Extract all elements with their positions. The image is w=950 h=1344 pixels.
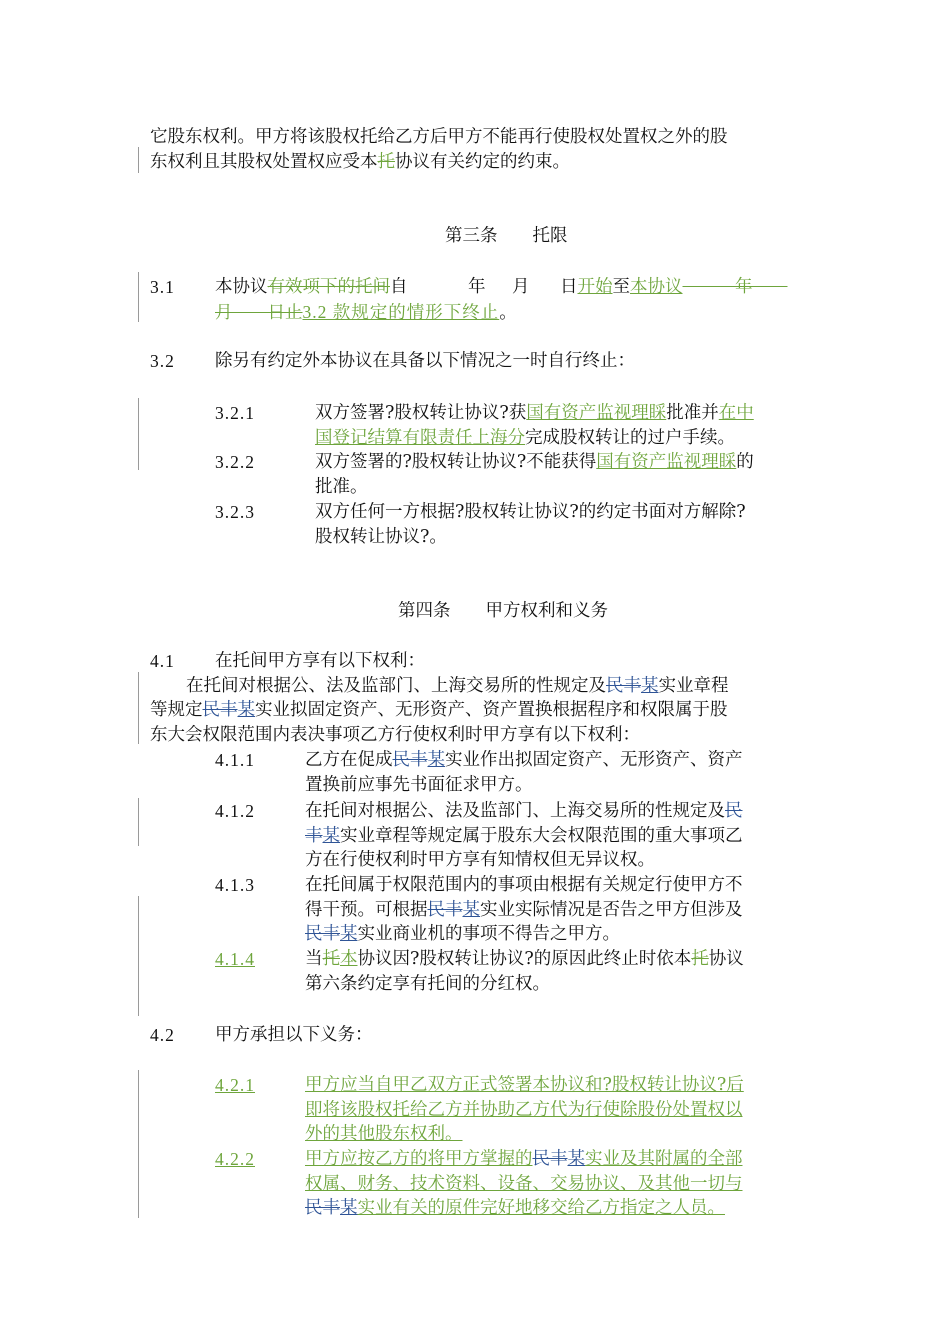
deleted-text: 托: [691, 949, 709, 969]
text: 至: [612, 277, 630, 297]
clause-number: 3.2.1: [215, 403, 255, 423]
revision-bar: [138, 272, 139, 322]
paragraph-line: [150, 697, 728, 723]
clause-line: [315, 400, 754, 426]
deleted-text: 民丰: [305, 924, 340, 944]
month-label: 月: [512, 277, 530, 297]
clause-line: 股权转让协议?。: [315, 527, 447, 547]
inserted-text: 某: [567, 1149, 585, 1169]
inserted-line: [305, 1146, 743, 1172]
clause-title: 甲方承担以下义务：: [215, 1025, 373, 1045]
text: 实业拟固定资产、无形资产、资产置换根据程序和权限属于股: [255, 700, 728, 720]
clause-number: 4.2.1: [215, 1075, 255, 1095]
deleted-text: 民丰: [392, 750, 428, 770]
clause-number: 4.2.2: [215, 1149, 255, 1169]
clause-title: 在托间甲方享有以下权利：: [215, 651, 425, 671]
revision-bar: [138, 896, 139, 1016]
clause-line: 置换前应事先书面征求甲方。: [305, 775, 533, 795]
inserted-text: 实业有关的原件完好地移交给乙方指定之人员。: [357, 1198, 725, 1218]
clause-number: 4.1.1: [215, 750, 255, 770]
deleted-text: 有效项下的托间: [267, 277, 390, 297]
article-title: 第三条 托限: [445, 226, 568, 246]
inserted-text: 国有资产监视理睬: [596, 452, 737, 472]
inserted-text: 某: [322, 826, 340, 846]
inserted-text: 本: [340, 949, 358, 969]
clause-number: 3.2.3: [215, 502, 255, 522]
clause-number: 4.1.2: [215, 801, 255, 821]
paragraph-line: [150, 149, 570, 175]
clause-line: [305, 747, 743, 773]
paragraph-line: 它股东权利。甲方将该股权托给乙方后甲方不能再行使股权处置权之外的股: [150, 127, 728, 147]
text: 得干预。可根据: [305, 900, 428, 920]
text: 协议有关约定的约束。: [395, 152, 570, 172]
deleted-text: 民: [725, 801, 743, 821]
inserted-line: 甲方应当自甲乙双方正式签署本协议和?股权转让协议?后: [305, 1075, 744, 1095]
clause-line: [315, 449, 754, 475]
deleted-text: 托: [377, 152, 395, 172]
revision-bar: [138, 398, 139, 470]
deleted-text: 年: [682, 277, 788, 297]
revision-bar: [138, 1070, 139, 1218]
inserted-text: 某: [427, 750, 445, 770]
text: 完成股权转让的过户手续。: [525, 428, 735, 448]
clause-number: 3.2: [150, 351, 175, 371]
inserted-text: 国登记结算有限责任上海分: [315, 428, 525, 448]
text: 当: [305, 949, 323, 969]
inserted-text: 某: [462, 900, 480, 920]
inserted-text: 甲方应按乙方的将甲方掌握的: [305, 1149, 533, 1169]
deleted-text: 民丰: [532, 1149, 568, 1169]
text: 在托间对根据公、法及监部门、上海交易所的性规定及: [305, 801, 725, 821]
text: 东权利且其股权处置权应受本: [150, 152, 378, 172]
revision-bar: [138, 672, 139, 744]
paragraph-line: 东大会权限范围内表决事项乙方行使权利时甲方享有以下权利：: [150, 725, 640, 745]
clause-line: [305, 823, 743, 849]
clause-line: [560, 274, 788, 300]
clause-line: 双方任何一方根据?股权转让协议?的约定书面对方解除?: [315, 502, 746, 522]
inserted-line: 权属、财务、技术资料、设备、交易协议、及其他一切与: [305, 1174, 743, 1194]
inserted-text: 实业及其附属的全部: [585, 1149, 743, 1169]
inserted-text: 在中: [718, 403, 754, 423]
deleted-text: 月 日止: [215, 303, 303, 323]
clause-line: 批准。: [315, 477, 368, 497]
clause-line: [215, 299, 517, 326]
inserted-line: 外的其他股东权利。: [305, 1124, 463, 1144]
clause-line: 第六条约定享有托间的分红权。: [305, 974, 550, 994]
clause-line: [305, 921, 620, 947]
text: 本协议: [215, 277, 268, 297]
text: 乙方在促成: [305, 750, 393, 770]
paragraph-line: [186, 673, 729, 699]
inserted-text: 某: [340, 924, 358, 944]
clause-line: 方在行使权利时甲方享有知情权但无异议权。: [305, 850, 655, 870]
text: 在托间对根据公、法及监部门、上海交易所的性规定及: [186, 676, 606, 696]
deleted-text: 民丰: [305, 1198, 340, 1218]
clause-line: [305, 897, 743, 923]
text: 的: [736, 452, 754, 472]
clause-line: [305, 946, 744, 972]
clause-line: 在托间属于权限范围内的事项由根据有关规定行使甲方不: [305, 875, 743, 895]
text: 。: [499, 303, 517, 323]
clause-number: 3.2.2: [215, 452, 255, 472]
revision-bar: [138, 147, 139, 173]
inserted-text: 某: [340, 1198, 358, 1218]
article-title: 第四条 甲方权利和义务: [398, 601, 608, 621]
inserted-text: 本协议: [630, 277, 683, 297]
inserted-text: 3.2 款规定的情形下终止: [302, 302, 500, 322]
inserted-text: 某: [237, 700, 255, 720]
text: 自: [390, 277, 408, 297]
deleted-text: 托: [322, 949, 340, 969]
text: 实业实际情况是否告之甲方但涉及: [480, 900, 743, 920]
inserted-text: 开始: [577, 277, 613, 297]
deleted-text: 民丰: [427, 900, 463, 920]
text: 协议因?股权转让协议?的原因此终止时依本: [357, 949, 692, 969]
day-label: 日: [560, 277, 578, 297]
text: 协议: [708, 949, 744, 969]
inserted-text: 某: [641, 676, 659, 696]
clause-number: 4.1: [150, 651, 175, 671]
clause-number: 3.1: [150, 277, 175, 297]
text: 实业章程等规定属于股东大会权限范围的重大事项乙: [340, 826, 743, 846]
text: 实业章程: [658, 676, 729, 696]
deleted-text: 丰: [305, 826, 323, 846]
inserted-line: 即将该股权托给乙方并协助乙方代为行使除股份处置权以: [305, 1100, 743, 1120]
deleted-text: 民丰: [606, 676, 641, 696]
inserted-text: 国有资产监视理睬: [526, 403, 667, 423]
clause-line: [305, 798, 743, 824]
clause-line: 除另有约定外本协议在具备以下情况之一时自行终止：: [215, 351, 635, 371]
text: 等规定: [150, 700, 203, 720]
text: 实业作出拟固定资产、无形资产、资产: [445, 750, 743, 770]
year-label: 年: [468, 277, 486, 297]
text: 批准并: [666, 403, 719, 423]
deleted-text: 民丰: [202, 700, 238, 720]
text: 实业商业机的事项不得告之甲方。: [357, 924, 620, 944]
clause-line: [315, 425, 735, 451]
text: 双方签署的?股权转让协议?不能获得: [315, 452, 597, 472]
revision-bar: [138, 798, 139, 846]
clause-number: 4.1.4: [215, 949, 255, 969]
clause-line: [215, 274, 408, 300]
inserted-line: [305, 1195, 725, 1221]
clause-number: 4.2: [150, 1025, 175, 1045]
clause-number: 4.1.3: [215, 875, 255, 895]
text: 双方签署?股权转让协议?获: [315, 403, 527, 423]
